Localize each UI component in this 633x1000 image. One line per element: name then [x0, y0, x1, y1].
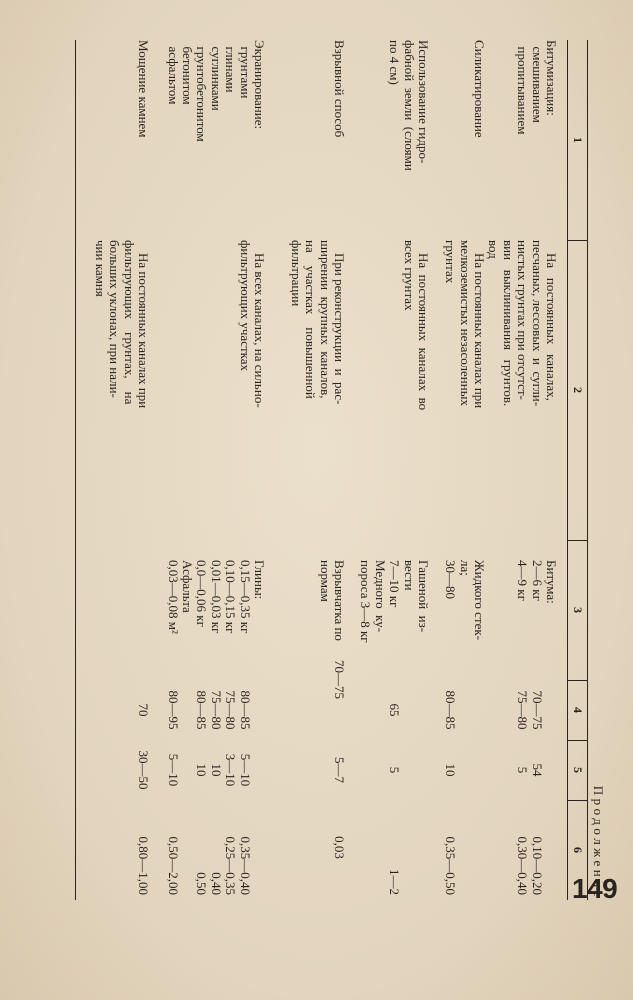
row-3-material: Гашеной из- вести 7—10 кг Медного ку- пороса 3—8 кг [358, 560, 431, 643]
row-5-material: Глины: 0,15—0,35 кг 0,10—0,15 кг 0,01—0,03 кг 0,0—0,06 кг Асфальта 0,03—0,08 м² [165, 560, 267, 634]
row-2-col5: 10 [443, 763, 459, 777]
row-3-method: Использование гидро- фабной земли (слоями по 4 см) [387, 40, 431, 171]
header-col-5: 5 [571, 767, 585, 773]
row-2-method: Силикатирование [472, 40, 487, 138]
row-2-conditions: На постоянных каналах при мелкоземистых незасоленных грунтах [443, 240, 487, 409]
header-col-3: 3 [571, 607, 585, 613]
continuation-label: Продолжение [591, 785, 606, 900]
header-bottom-rule [567, 40, 568, 900]
row-2-col4: 80—85 [443, 690, 459, 730]
table-top-rule [587, 40, 588, 900]
row-1-col6: 0,10—0,20 0,30—0,40 [515, 836, 545, 895]
row-2-col6: 0,35—0,50 [443, 836, 459, 895]
table-bottom-rule [75, 40, 76, 900]
row-1-col5: 54 5 [515, 763, 545, 777]
row-6-method: Мощение камнем [136, 40, 151, 138]
row-2-material: Жидкого стек- ла; 30—80 [443, 560, 487, 640]
rotated-table [48, 40, 608, 900]
row-3-col6: 1—2 [387, 869, 403, 895]
row-5-col5: 5—10 3—10 10 10 5—10 [165, 753, 253, 787]
header-col-4: 4 [571, 707, 585, 713]
row-5-col6: 0,35—0,40 0,25—0,35 0,40 0,50 0,50—2,00 [165, 836, 253, 895]
row-4-material: Взрывчатка по нормам [317, 560, 347, 641]
row-3-conditions: На постоянных каналах во всех грунтах [401, 240, 431, 411]
row-6-col4: 70 [136, 703, 151, 717]
row-4-conditions: При реконструкции и рас- ширении крупных каналов, на участках повышенной фильтрации [288, 240, 347, 405]
row-6-conditions: На постоянных каналах при фильтрующих грунтах, на больших уклонах, при нали- чии камня [92, 240, 151, 409]
row-4-col6: 0,03 [332, 836, 347, 859]
row-4-method: Взрывной способ [332, 40, 347, 138]
row-4-col5: 5—7 [332, 757, 347, 783]
row-6-col6: 0,80—1,00 [136, 836, 151, 895]
page-number: 149 [572, 873, 618, 904]
row-5-conditions: На всех каналах, на сильно- фильтрующих участках [237, 240, 267, 408]
header-col-6: 6 [571, 847, 585, 853]
row-4-col4: 70—75 [332, 660, 347, 699]
row-3-col5: 5 [387, 766, 403, 774]
row-3-col4: 65 [387, 703, 403, 717]
row-6-col5: 30—50 [136, 750, 151, 790]
row-1-method: Битумизация: смешиванием пропитыванием [515, 40, 559, 135]
row-1-col4: 70—75 75—80 [515, 690, 545, 730]
row-5-col4: 80—85 75—80 75—80 80—85 80—95 [165, 690, 253, 730]
header-col-1: 1 [571, 137, 585, 143]
header-col-2: 2 [571, 387, 585, 393]
row-5-method: Экранирование: грунтами глинами суглинками грунтобетонитом бетонитом асфальтом [165, 40, 267, 142]
row-1-material: Битума: 2—6 кг 4—9 кг [515, 560, 559, 604]
row-1-conditions: На постоянных каналах, песчаных, лессовых и сугли- нистых грунтах при отсутст- вии выклинивания грунтов. вод [486, 240, 559, 407]
